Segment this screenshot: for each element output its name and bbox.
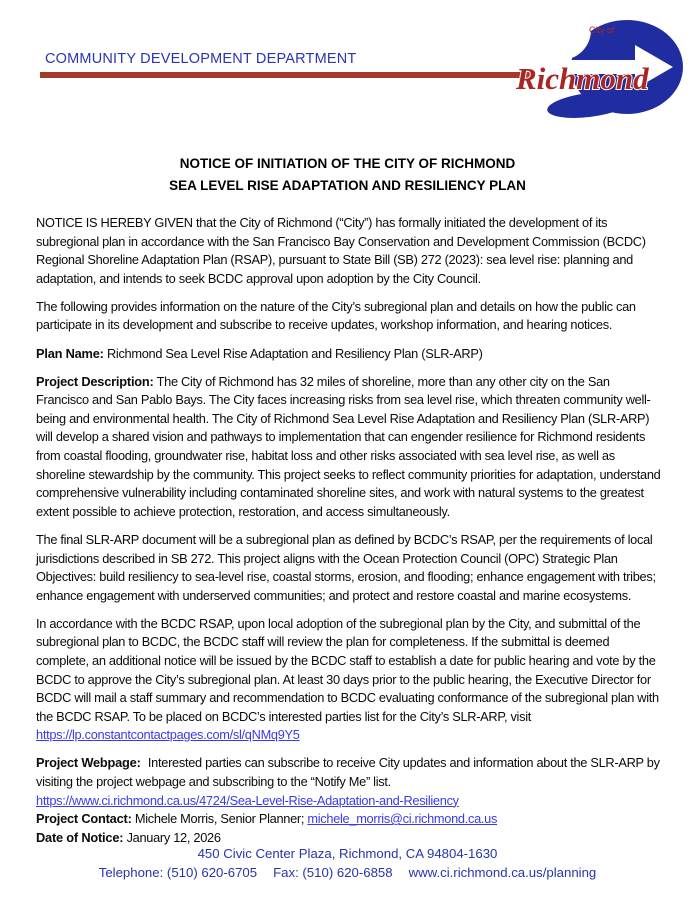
project-webpage-text: Interested parties can subscribe to receive City updates and information about the SLR-ARP by visiting the project webpage and subscribing to the “Notify Me” list.: [36, 755, 660, 790]
date-of-notice-value: January 12, 2026: [126, 829, 221, 845]
date-of-notice-label: Date of Notice:: [36, 829, 124, 845]
project-contact-label: Project Contact:: [36, 811, 132, 827]
paragraph-following-info: The following provides information on the nature of the City’s subregional plan and details on how the public can participate in its development and subscribe to receive updates, workshop information, and hearing notices.: [36, 298, 636, 333]
header-divider-rule: [40, 72, 532, 78]
department-title: COMMUNITY DEVELOPMENT DEPARTMENT: [45, 51, 357, 67]
project-description-text: The City of Richmond has 32 miles of shoreline, more than any other city on the San Francisco and San Pablo Bays. The City faces increasing risks from sea level rise, which threaten community well-being and environmental health. The City of Richmond Sea Level Rise Adaptation and Resiliency Plan (SLR-ARP) will develop a shared vision and pathways to implementation that can engender resilience for Richmond residents from coastal flooding, groundwater rise, habitat loss and other risks associated with sea level rise, as well as shoreline stewardship by the community. This project seeks to reflect community priorities for adaptation, understand comprehensive vulnerability including contaminated shoreline sites, and work with natural systems to the greatest extent possible to achieve protection, restoration, and access simultaneously.: [36, 373, 661, 519]
notice-body: [36, 214, 662, 847]
footer-website: www.ci.richmond.ca.us/planning: [408, 864, 597, 880]
interested-parties-link[interactable]: https://lp.constantcontactpages.com/sl/qNMq9Y5: [36, 727, 300, 743]
footer-telephone: Telephone: (510) 620-6705: [98, 864, 258, 880]
document-footer: [0, 845, 695, 882]
contact-email-link[interactable]: michele_morris@ci.richmond.ca.us: [307, 811, 498, 827]
richmond-logo-graphic: [515, 18, 695, 118]
footer-address: 450 Civic Center Plaza, Richmond, CA 94804-1630: [197, 846, 498, 861]
project-description-paragraph: [36, 373, 662, 522]
plan-name-value: Richmond Sea Level Rise Adaptation and Resiliency Plan (SLR-ARP): [106, 345, 483, 361]
notice-title-line2: SEA LEVEL RISE ADAPTATION AND RESILIENCY PLAN: [169, 178, 526, 193]
logo-richmond-label: Richmond: [516, 61, 649, 96]
plan-name-label: Plan Name:: [36, 345, 104, 361]
bcdc-process-text: In accordance with the BCDC RSAP, upon local adoption of the subregional plan by the City, and submittal of the subregional plan to BCDC, the BCDC staff will review the plan for completeness. If the submittal is deemed complete, an additional notice will be issued by the BCDC staff to establish a date for public hearing and vote by the BCDC to approve the City’s subregional plan. At least 30 days prior to the public hearing, the Executive Director for BCDC will mail a staff summary and recommendation to BCDC evaluating conformance of the subregional plan with the BCDC RSAP. To be placed on BCDC’s interested parties list for the City’s SLR-ARP, visit: [36, 615, 659, 724]
footer-fax: Fax: (510) 620-6858: [273, 864, 393, 880]
footer-contact-line: [0, 864, 695, 883]
project-description-label: Project Description:: [36, 373, 154, 389]
document-header: [0, 0, 695, 121]
project-info-block: [36, 754, 662, 847]
notice-title-line1: NOTICE OF INITIATION OF THE CITY OF RICHMOND: [179, 156, 516, 171]
project-contact-text: Michele Morris, Senior Planner;: [134, 811, 308, 827]
project-webpage-label: Project Webpage:: [36, 755, 141, 771]
paragraph-bcdc-process: [36, 615, 662, 745]
logo-city-of-label: City of: [589, 25, 615, 35]
logo-bottom-notch: [676, 91, 695, 118]
project-webpage-link[interactable]: https://www.ci.richmond.ca.us/4724/Sea-Level-Rise-Adaptation-and-Resiliency: [36, 792, 459, 808]
plan-name-line: [36, 345, 662, 364]
richmond-city-logo: [515, 18, 695, 118]
paragraph-opc-alignment: The final SLR-ARP document will be a subregional plan as defined by BCDC’s RSAP, per the requirements of local jurisdictions described in SB 272. This project aligns with the Ocean Protection Council (OPC) Strategic Plan Objectives: build resiliency to sea-level rise, coastal storms, erosion, and flooding; enhance engagement with tribes; enhance engagement with underserved communities; and protect and restore coastal and marine ecosystems.: [36, 531, 656, 603]
notice-title: [0, 153, 695, 197]
paragraph-notice-given: NOTICE IS HEREBY GIVEN that the City of Richmond (“City”) has formally initiated the development of its subregional plan in accordance with the San Francisco Bay Conservation and Development Commission (BCDC) Regional Shoreline Adaptation Plan (RSAP), pursuant to State Bill (SB) 272 (2023): sea level rise: planning and adaptation, and intends to seek BCDC approval upon adoption by the City Council.: [36, 215, 646, 286]
